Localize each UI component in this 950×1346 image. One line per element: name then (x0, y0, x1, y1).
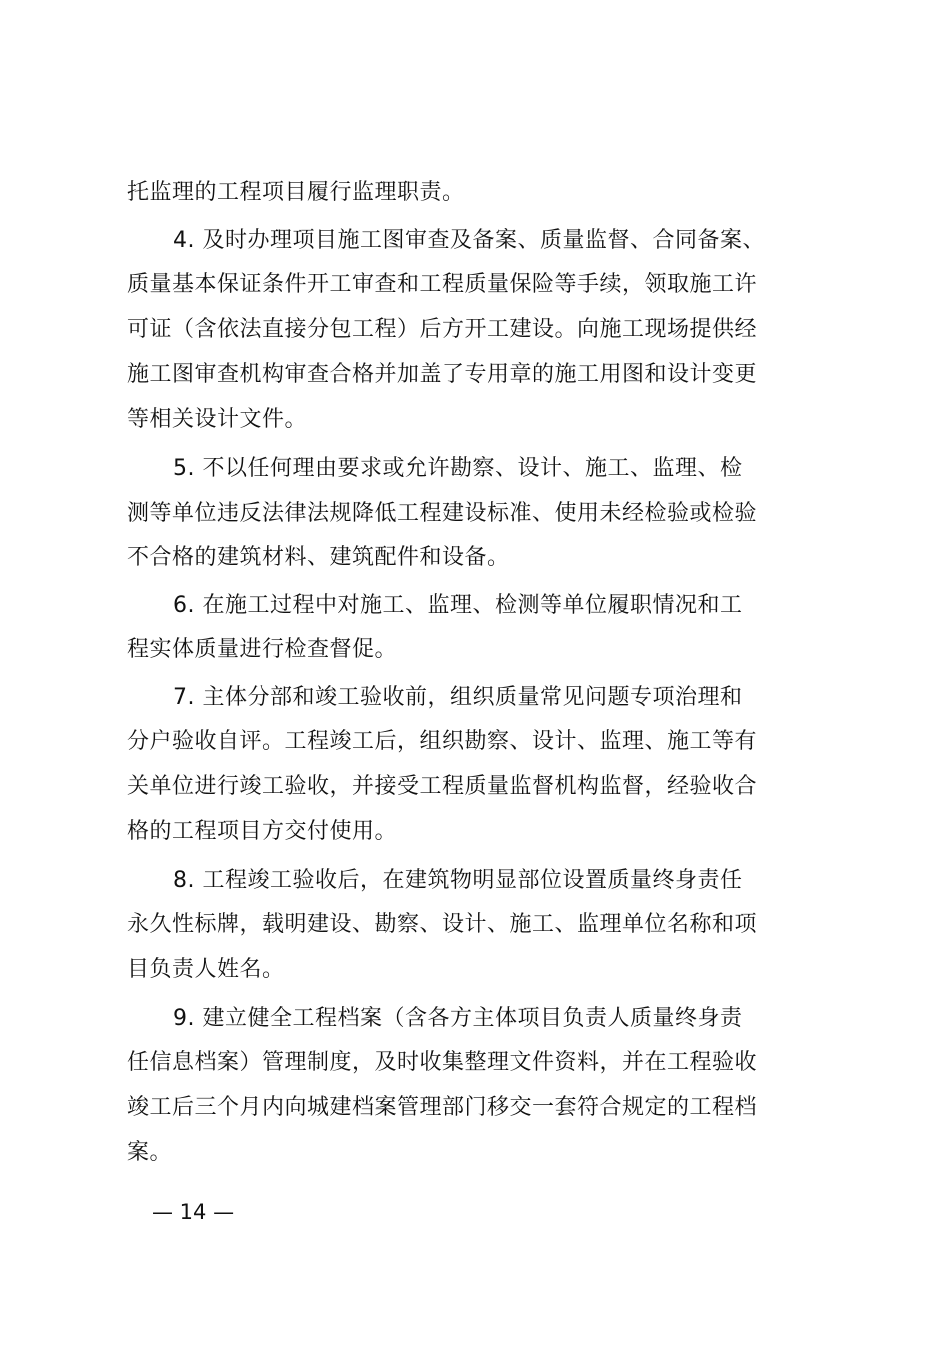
page-number: — 14 — (152, 1200, 235, 1224)
text-line: 不合格的建筑材料、建筑配件和设备。 (127, 545, 510, 570)
text-line: 可证（含依法直接分包工程）后方开工建设。向施工现场提供经 (127, 317, 758, 342)
text-line: 目负责人姓名。 (127, 957, 285, 982)
text-line: 8. 工程竣工验收后，在建筑物明显部位设置质量终身责任 (173, 868, 743, 893)
text-line: 5. 不以任何理由要求或允许勘察、设计、施工、监理、检 (173, 456, 743, 481)
text-line: 4. 及时办理项目施工图审查及备案、质量监督、合同备案、 (173, 228, 765, 253)
text-line: 等相关设计文件。 (127, 407, 308, 432)
text-line: 质量基本保证条件开工审查和工程质量保险等手续，领取施工许 (127, 272, 758, 297)
text-line: 格的工程项目方交付使用。 (127, 819, 398, 844)
text-line: 分户验收自评。工程竣工后，组织勘察、设计、监理、施工等有 (127, 729, 758, 754)
text-line: 关单位进行竣工验收，并接受工程质量监督机构监督，经验收合 (127, 774, 758, 799)
text-line: 竣工后三个月内向城建档案管理部门移交一套符合规定的工程档 (127, 1095, 758, 1120)
text-line: 施工图审查机构审查合格并加盖了专用章的施工用图和设计变更 (127, 362, 758, 387)
text-line: 程实体质量进行检查督促。 (127, 637, 398, 662)
text-line: 托监理的工程项目履行监理职责。 (127, 180, 465, 205)
text-line: 案。 (127, 1140, 173, 1165)
text-line: 9. 建立健全工程档案（含各方主体项目负责人质量终身责 (173, 1006, 743, 1031)
text-line: 任信息档案）管理制度，及时收集整理文件资料，并在工程验收 (127, 1050, 758, 1075)
text-line: 测等单位违反法律法规降低工程建设标准、使用未经检验或检验 (127, 501, 758, 526)
text-line: 6. 在施工过程中对施工、监理、检测等单位履职情况和工 (173, 593, 743, 618)
text-line: 7. 主体分部和竣工验收前，组织质量常见问题专项治理和 (173, 685, 743, 710)
text-line: 永久性标牌，载明建设、勘察、设计、施工、监理单位名称和项 (127, 912, 758, 937)
